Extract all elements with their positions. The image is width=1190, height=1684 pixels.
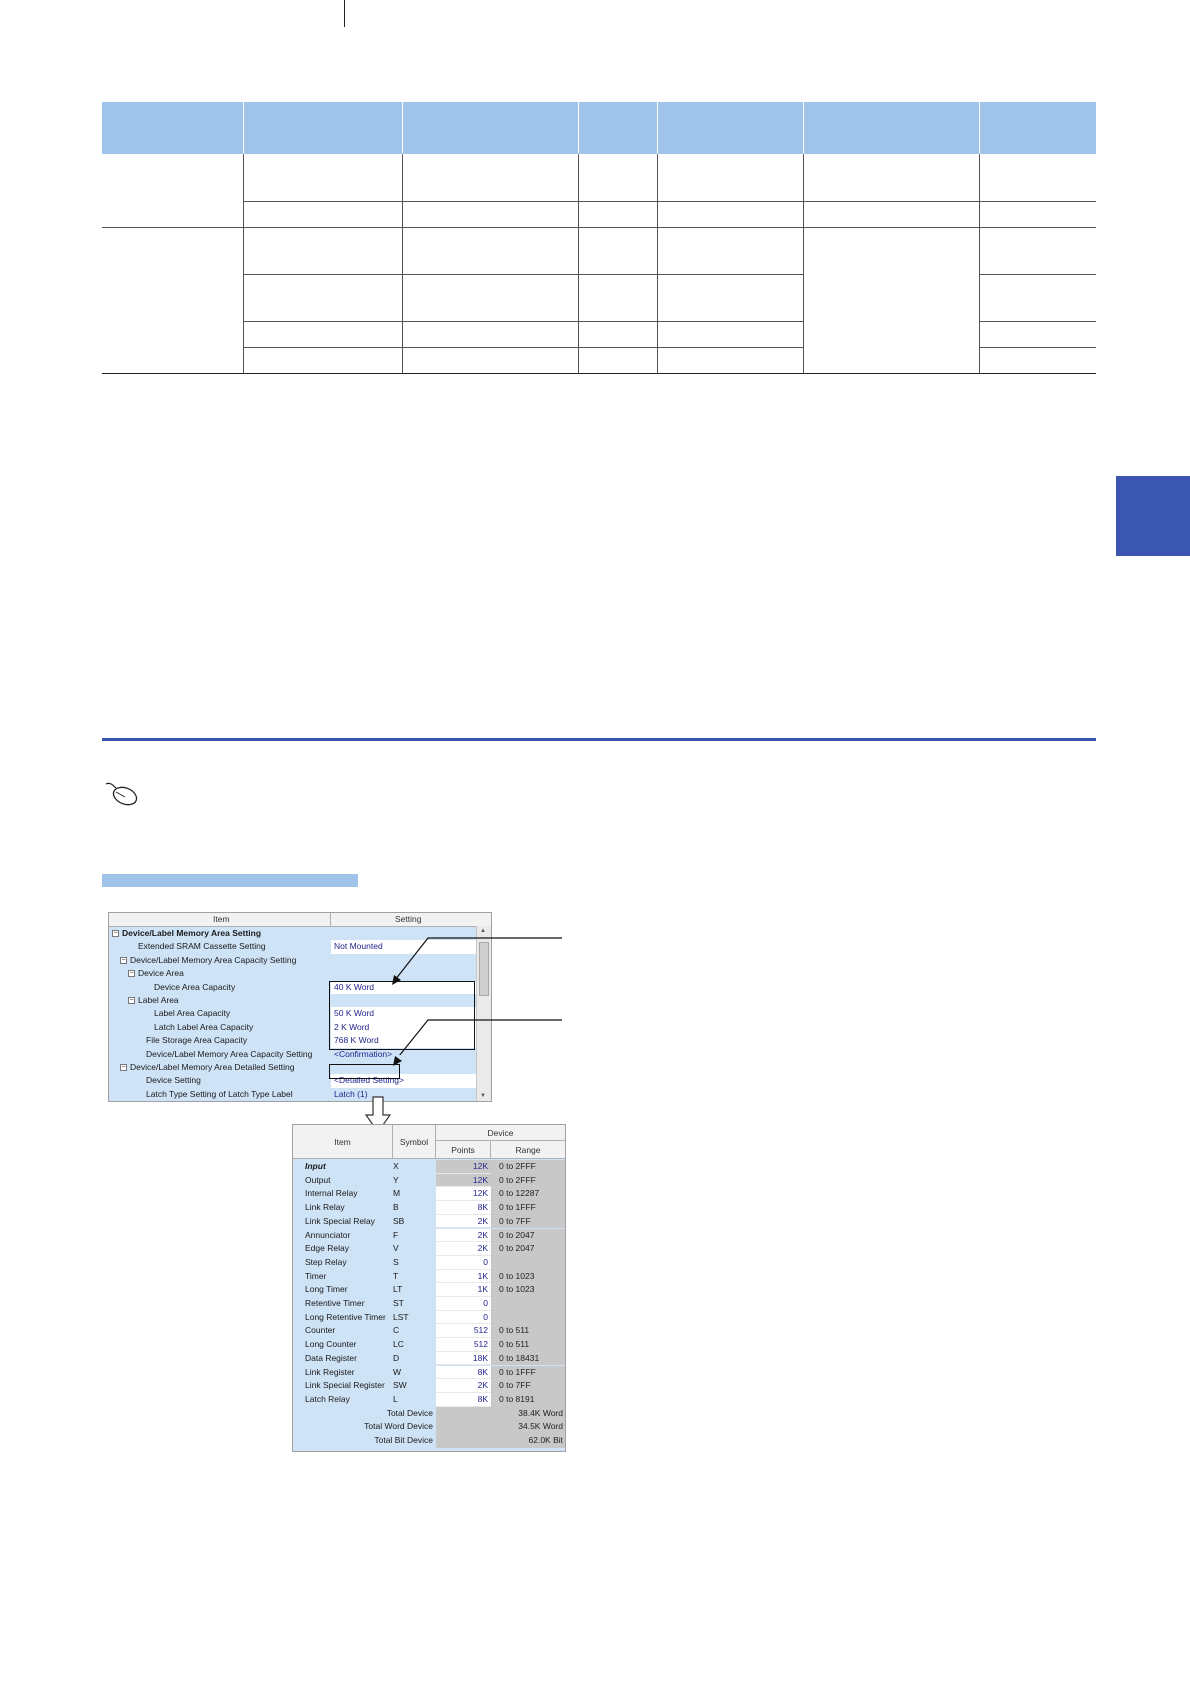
- table-header-cell: [243, 102, 402, 154]
- device-row: [293, 1229, 565, 1243]
- table-header-cell: [803, 102, 979, 154]
- table-cell: [102, 227, 243, 373]
- device-item-name: Long Counter: [305, 1339, 357, 1350]
- device-range: 0 to 18431: [491, 1352, 565, 1366]
- caption-bar: [102, 874, 358, 887]
- table-cell: [803, 201, 979, 227]
- settings-item-label: File Storage Area Capacity: [146, 1035, 248, 1046]
- device-item-name: Timer: [305, 1270, 327, 1281]
- device-symbol: D: [393, 1352, 400, 1363]
- device-symbol: S: [393, 1256, 399, 1267]
- device-row: [293, 1311, 565, 1325]
- collapse-toggle-icon[interactable]: −: [129, 997, 134, 1004]
- specification-table: [102, 102, 1096, 374]
- total-label: Total Device: [386, 1407, 433, 1418]
- collapse-toggle-icon[interactable]: −: [121, 1064, 126, 1071]
- device-range: 0 to 1023: [491, 1283, 565, 1297]
- section-rule: [102, 738, 1096, 741]
- device-points-field[interactable]: 0: [436, 1311, 491, 1325]
- table-header-cell: [657, 102, 803, 154]
- table-header-cell: [402, 102, 578, 154]
- table-cell: [657, 154, 803, 201]
- setting-column-header: Setting: [395, 914, 422, 924]
- device-row: [293, 1324, 565, 1338]
- collapse-toggle-icon[interactable]: −: [129, 970, 134, 978]
- device-symbol: LST: [393, 1311, 409, 1322]
- table-cell: [243, 201, 402, 227]
- device-points-field[interactable]: 0: [436, 1297, 491, 1311]
- device-symbol: M: [393, 1188, 401, 1199]
- device-setting-table: [292, 1124, 566, 1452]
- device-item-name: Step Relay: [305, 1256, 347, 1267]
- callout-arrowhead: [390, 1050, 430, 1080]
- settings-item-value[interactable]: <Confirmation>: [334, 1048, 393, 1059]
- device-row: [293, 1352, 565, 1366]
- table-cell: [402, 274, 578, 321]
- settings-item-label: Label Area Capacity: [154, 1008, 231, 1019]
- item-column-header: Item: [213, 914, 230, 924]
- device-row: [293, 1270, 565, 1284]
- device-symbol: LT: [393, 1284, 403, 1295]
- device-row: [293, 1256, 565, 1270]
- total-label: Total Word Device: [364, 1421, 433, 1432]
- scroll-down-icon[interactable]: ▼: [480, 1093, 486, 1099]
- collapse-toggle-icon[interactable]: −: [113, 930, 118, 937]
- device-total-row: [293, 1407, 565, 1421]
- settings-item-label: Label Area: [138, 995, 179, 1005]
- device-row: [293, 1366, 565, 1380]
- table-cell: [402, 227, 578, 274]
- device-symbol: L: [393, 1393, 398, 1404]
- device-row: [293, 1187, 565, 1201]
- table-cell: [979, 201, 1096, 227]
- device-range: 0 to 511: [491, 1324, 565, 1338]
- page-cut-mark: [344, 0, 345, 27]
- table-cell: [578, 227, 657, 274]
- device-points-field[interactable]: 2K: [436, 1229, 491, 1243]
- device-symbol: LC: [393, 1339, 404, 1350]
- device-symbol: SB: [393, 1215, 405, 1226]
- device-points-field[interactable]: 8K: [436, 1366, 491, 1380]
- settings-header: [109, 913, 491, 927]
- table-cell: [243, 227, 402, 274]
- device-item-name: Data Register: [305, 1352, 357, 1363]
- settings-item-label: Device/Label Memory Area Capacity Setting: [146, 1048, 313, 1059]
- device-range: 0 to 2FFF: [491, 1160, 565, 1174]
- column-separator: [330, 913, 331, 926]
- table-cell: [657, 274, 803, 321]
- table-cell: [243, 274, 402, 321]
- table-cell: [102, 154, 243, 227]
- settings-item-label: Extended SRAM Cassette Setting: [138, 941, 266, 952]
- device-points-field[interactable]: 8K: [436, 1201, 491, 1215]
- device-points-field[interactable]: 2K: [436, 1215, 491, 1229]
- device-symbol: F: [393, 1229, 399, 1240]
- settings-item-label: Latch Label Area Capacity: [154, 1021, 254, 1032]
- table-cell: [657, 227, 803, 274]
- device-points-field[interactable]: 1K: [436, 1270, 491, 1284]
- device-symbol: ST: [393, 1298, 404, 1308]
- device-item-name: Long Retentive Timer: [305, 1311, 386, 1322]
- table-header-row: [102, 102, 1096, 154]
- device-total-row: [293, 1420, 565, 1434]
- settings-item-label: Device Area: [138, 968, 184, 979]
- device-row: [293, 1393, 565, 1407]
- device-points-field[interactable]: 12K: [436, 1187, 491, 1201]
- scroll-up-icon[interactable]: ▲: [480, 928, 486, 934]
- table-row: [102, 154, 1096, 201]
- table-cell: [979, 227, 1096, 274]
- table-cell: [402, 154, 578, 201]
- device-item-name: Edge Relay: [305, 1243, 349, 1254]
- device-points-field[interactable]: 1K: [436, 1283, 491, 1297]
- table-cell: [657, 347, 803, 373]
- settings-item-label: Device Area Capacity: [154, 981, 236, 992]
- table-row: [102, 201, 1096, 227]
- table-cell: [979, 321, 1096, 347]
- table-cell: [243, 321, 402, 347]
- table-cell: [578, 201, 657, 227]
- device-item-name: Link Special Register: [305, 1380, 385, 1391]
- device-item-name: Annunciator: [305, 1229, 351, 1240]
- device-group-header: Device: [436, 1125, 565, 1141]
- device-range: 0 to 1FFF: [491, 1201, 565, 1215]
- device-item-header: Item: [293, 1125, 393, 1159]
- device-range: [491, 1256, 565, 1270]
- device-range: 0 to 1023: [491, 1270, 565, 1284]
- device-range: 0 to 2FFF: [491, 1174, 565, 1188]
- device-item-name: Input: [305, 1161, 326, 1171]
- device-points-field[interactable]: 2K: [436, 1242, 491, 1256]
- device-points-field[interactable]: 12K: [436, 1160, 491, 1174]
- device-points-field[interactable]: 0: [436, 1256, 491, 1270]
- device-row: [293, 1297, 565, 1311]
- settings-item-label: Device/Label Memory Area Detailed Setting: [130, 1062, 295, 1072]
- device-row: [293, 1174, 565, 1188]
- device-row: [293, 1379, 565, 1393]
- device-symbol: X: [393, 1161, 399, 1171]
- settings-item-value[interactable]: 2 K Word: [331, 1021, 476, 1035]
- device-row: [293, 1283, 565, 1297]
- device-range: [491, 1311, 565, 1325]
- device-item-name: Counter: [305, 1325, 336, 1336]
- device-row: [293, 1160, 565, 1174]
- callout-arrows: [390, 935, 570, 1055]
- settings-item-value[interactable]: <Detailed Setting>: [331, 1074, 476, 1088]
- device-symbol: V: [393, 1243, 399, 1254]
- table-cell: [402, 347, 578, 373]
- settings-item-label: Device/Label Memory Area Capacity Setting: [130, 954, 297, 965]
- device-item-name: Long Timer: [305, 1284, 348, 1295]
- device-symbol: SW: [393, 1380, 407, 1391]
- device-range: 0 to 2047: [491, 1229, 565, 1243]
- settings-item-label: Latch Type Setting of Latch Type Label: [146, 1088, 293, 1099]
- table-cell: [657, 321, 803, 347]
- table-cell: [578, 274, 657, 321]
- device-range-header: Range: [491, 1141, 565, 1159]
- device-row: [293, 1242, 565, 1256]
- settings-item-value[interactable]: Not Mounted: [331, 940, 476, 954]
- device-row: [293, 1201, 565, 1215]
- total-value: 38.4K Word: [436, 1407, 565, 1421]
- device-symbol: B: [393, 1202, 399, 1213]
- device-item-name: Link Relay: [305, 1202, 345, 1213]
- device-item-name: Link Special Relay: [305, 1215, 375, 1226]
- total-label: Total Bit Device: [374, 1435, 433, 1445]
- settings-item-value[interactable]: 768 K Word: [331, 1034, 476, 1048]
- table-cell: [979, 274, 1096, 321]
- device-points-field[interactable]: 18K: [436, 1352, 491, 1366]
- device-points-field[interactable]: 8K: [436, 1393, 491, 1407]
- device-symbol: T: [393, 1270, 399, 1281]
- mouse-icon: [104, 781, 142, 807]
- table-cell: [803, 227, 979, 373]
- device-item-name: Internal Relay: [305, 1188, 358, 1199]
- device-total-row: [293, 1434, 565, 1448]
- total-value: 34.5K Word: [436, 1420, 565, 1434]
- table-cell: [979, 154, 1096, 201]
- settings-row[interactable]: [109, 1088, 476, 1102]
- settings-item-value[interactable]: 40 K Word: [331, 981, 476, 995]
- table-header-cell: [102, 102, 243, 154]
- table-cell: [578, 321, 657, 347]
- settings-item-value[interactable]: 50 K Word: [331, 1007, 476, 1021]
- device-range: [491, 1297, 565, 1311]
- table-cell: [979, 347, 1096, 373]
- table-cell: [657, 201, 803, 227]
- table-cell: [243, 347, 402, 373]
- device-item-name: Retentive Timer: [305, 1298, 365, 1308]
- table-cell: [402, 201, 578, 227]
- table-cell: [578, 154, 657, 201]
- table-cell: [402, 321, 578, 347]
- collapse-toggle-icon[interactable]: −: [121, 956, 126, 964]
- device-row: [293, 1215, 565, 1229]
- device-symbol-header: Symbol: [393, 1125, 436, 1159]
- settings-item-label: Device/Label Memory Area Setting: [122, 928, 262, 938]
- device-row: [293, 1338, 565, 1352]
- device-symbol: Y: [393, 1174, 399, 1185]
- settings-item-value[interactable]: Latch (1): [334, 1088, 368, 1099]
- table-cell: [243, 154, 402, 201]
- device-symbol: W: [393, 1366, 402, 1377]
- device-range: 0 to 511: [491, 1338, 565, 1352]
- device-range: 0 to 2047: [491, 1242, 565, 1256]
- total-value: 62.0K Bit: [436, 1434, 565, 1448]
- device-symbol: C: [393, 1325, 400, 1336]
- device-range: 0 to 1FFF: [491, 1366, 565, 1380]
- device-points-field[interactable]: 512: [436, 1338, 491, 1352]
- device-points-header: Points: [436, 1141, 491, 1159]
- device-range: 0 to 12287: [491, 1187, 565, 1201]
- settings-item-label: Device Setting: [146, 1075, 201, 1086]
- table-row: [102, 227, 1096, 274]
- device-item-name: Output: [305, 1174, 331, 1185]
- table-header-cell: [979, 102, 1096, 154]
- device-item-name: Link Register: [305, 1366, 355, 1377]
- device-points-field[interactable]: 2K: [436, 1379, 491, 1393]
- device-item-name: Latch Relay: [305, 1393, 350, 1404]
- device-points-field[interactable]: 12K: [436, 1174, 491, 1188]
- device-points-field[interactable]: 512: [436, 1324, 491, 1338]
- table-cell: [578, 347, 657, 373]
- device-range: 0 to 7FF: [491, 1215, 565, 1229]
- table-header-cell: [578, 102, 657, 154]
- device-range: 0 to 7FF: [491, 1379, 565, 1393]
- device-range: 0 to 8191: [491, 1393, 565, 1407]
- table-cell: [803, 154, 979, 201]
- chapter-side-tab: [1116, 476, 1190, 556]
